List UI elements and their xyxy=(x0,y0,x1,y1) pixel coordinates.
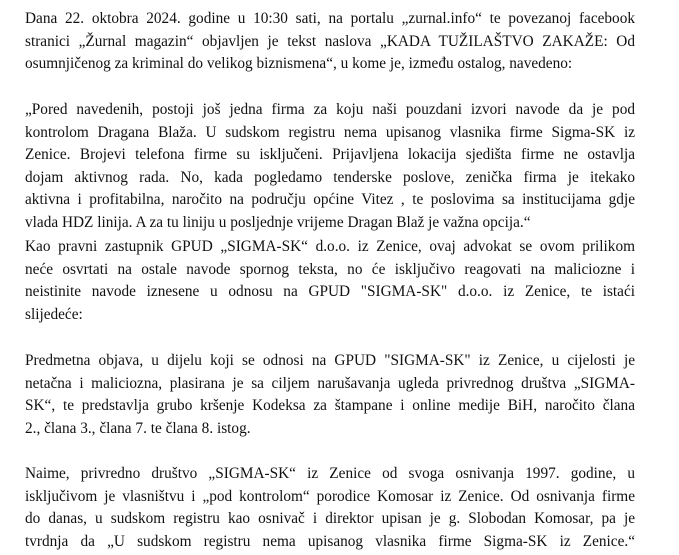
paragraph-quote xyxy=(25,99,635,234)
text-line: stranici „Žurnal magazin“ objavljen je tekst naslova „KADA TUŽILAŠTVO ZAKAŽE: Od xyxy=(25,32,635,50)
text-line: osumnjičenog za kriminal do velikog biznismena“, u kome je, između ostalog, navedeno: xyxy=(25,55,573,72)
text-line: Dana 22. oktobra 2024. godine u 10:30 sati, na portalu „zurnal.info“ te povezanoj facebook xyxy=(25,10,635,27)
text-line: Predmetna objava, u dijelu koji se odnosi na GPUD "SIGMA-SK" iz Zenice, u cijelosti je xyxy=(25,352,635,369)
paragraph-representation xyxy=(25,236,635,326)
text-line: neće osvrtati na ostale navode spornog teksta, no će isključivo reagovati na maliciozne i xyxy=(25,260,635,278)
text-line: kontrolom Dragana Blaža. U sudskom registru nema upisanog vlasnika firme Sigma-SK iz xyxy=(25,123,635,141)
text-line: „Pored navedenih, postoji još jedna firma za koju naši pouzdani izvori navode da je pod xyxy=(25,101,635,118)
text-line: aktivna i profitabilna, naročito na području općine Vitez , te poslovima sa institucijama gdje xyxy=(25,191,635,208)
paragraph-ownership xyxy=(25,463,635,553)
text-line: slijedeće: xyxy=(25,305,83,323)
text-line: tvrdnja da „U sudskom registru nema upisanog vlasnika firme Sigma-SK iz Zenice.“ xyxy=(25,532,635,550)
text-line: do danas, u sudskom registru kao osnivač i direktor upisan je g. Slobodan Komosar, pa je xyxy=(25,510,635,527)
text-line: Kao pravni zastupnik GPUD „SIGMA-SK“ d.o.o. iz Zenice, ovaj advokat se ovom prilikom xyxy=(25,238,635,255)
text-line: Zenice. Brojevi telefona firme su isključeni. Prijavljena lokacija sjedišta firme ne ostavlja xyxy=(25,146,635,163)
text-line: isključivom je vlasništvu i „pod kontrolom“ porodice Komosar iz Zenice. Od osnivanja firme xyxy=(25,487,635,505)
text-line: Naime, privredno društvo „SIGMA-SK“ iz Zenice od svoga osnivanja 1997. godine, u xyxy=(25,465,635,482)
text-line: dojam aktivnog rada. No, kada pogledamo tenderske poslove, zenička firma je itekako xyxy=(25,168,635,186)
paragraph-intro xyxy=(25,8,635,76)
text-line: netačna i maliciozna, plasirana je sa ciljem narušavanja ugleda privrednog društva „SIGMA- xyxy=(25,374,635,392)
text-line: 2., člana 3., člana 7. te člana 8. istog. xyxy=(25,419,251,437)
text-line: neistinite navode iznesene u odnosu na GPUD "SIGMA-SK" d.o.o. iz Zenice, te istaći xyxy=(25,283,635,300)
paragraph-statement xyxy=(25,350,635,440)
text-line: SK“, te predstavlja grubo kršenje Kodeksa za štampane i online medije BiH, naročito člana xyxy=(25,397,635,414)
text-line: vlada HDZ linija. A za tu liniju u posljednje vrijeme Dragan Blaž je važna opcija.“ xyxy=(25,213,531,231)
